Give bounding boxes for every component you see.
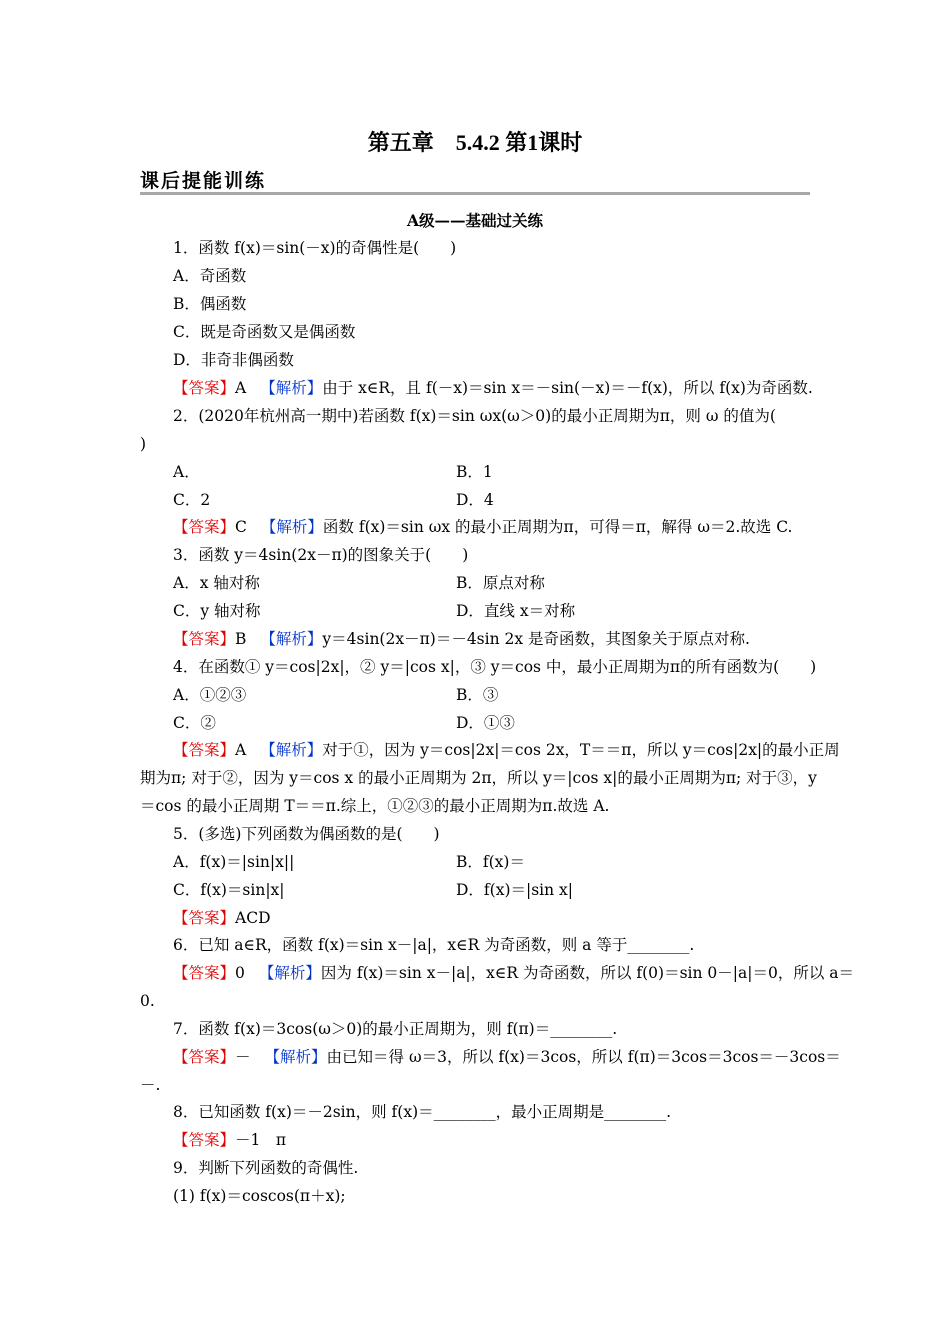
q7-answer: －: [235, 1048, 251, 1066]
q3-option-d: D．直线 x＝对称: [456, 602, 576, 620]
q9-sub1: (1) f(x)＝coscos(π＋x);: [173, 1187, 346, 1205]
q4-option-d: D．①③: [456, 714, 515, 732]
level-heading: A级——基础过关练: [406, 211, 544, 230]
q5-stem: 5．(多选)下列函数为偶函数的是( ): [173, 825, 440, 843]
q2-option-a: A．: [173, 463, 200, 481]
q2-answer: C: [235, 518, 247, 536]
q7-stem: 7．函数 f(x)＝3cos(ω＞0)的最小正周期为，则 f(π)＝________.: [173, 1020, 618, 1038]
q1-option-b: B．偶函数: [173, 295, 247, 313]
q8-stem: 8．已知函数 f(x)＝－2sin，则 f(x)＝________，最小正周期是________.: [173, 1103, 672, 1121]
q1-option-d: D．非奇非偶函数: [173, 351, 294, 369]
answer-tag: 【答案】: [173, 964, 236, 982]
q5-answer-line: [173, 907, 271, 929]
q7-analysis-line2: －.: [140, 1076, 161, 1094]
answer-tag: 【答案】: [173, 518, 236, 536]
q3-option-a: A．x 轴对称: [173, 574, 260, 592]
q3-analysis: y＝4sin(2x－π)＝－4sin 2x 是奇函数，其图象关于原点对称.: [322, 630, 750, 648]
answer-tag: 【答案】: [173, 909, 236, 927]
q2-analysis: 函数 f(x)＝sin ωx 的最小正周期为π，可得＝π，解得 ω＝2.故选 C.: [322, 518, 793, 536]
answer-tag: 【答案】: [173, 741, 236, 759]
q8-answer: －1 π: [235, 1131, 287, 1149]
q3-option-c: C．y 轴对称: [173, 602, 261, 620]
q6-answer-line: [173, 962, 854, 984]
q2-stem: 2．(2020年杭州高一期中)若函数 f(x)＝sin ωx(ω＞0)的最小正周期为π，则 ω 的值为(: [173, 407, 776, 425]
q6-stem: 6．已知 a∈R，函数 f(x)＝sin x－|a|，x∈R 为奇函数，则 a 等于________.: [173, 936, 695, 954]
answer-tag: 【答案】: [173, 630, 236, 648]
q4-option-c: C．②: [173, 714, 216, 732]
q1-analysis: 由于 x∈R，且 f(－x)＝sin x＝－sin(－x)＝－f(x)，所以 f(x)为奇函数.: [322, 379, 813, 397]
q5-answer: ACD: [235, 909, 271, 927]
q4-analysis-line1: 对于①，因为 y＝cos|2x|＝cos 2x，T＝＝π，所以 y＝cos|2x|的最小正周: [322, 741, 840, 759]
q4-answer: A: [235, 741, 247, 759]
q1-option-c: C．既是奇函数又是偶函数: [173, 323, 356, 341]
q6-analysis-line2: 0.: [140, 992, 155, 1010]
q2-stem-cont: ): [140, 435, 147, 453]
q3-stem: 3．函数 y＝4sin(2x－π)的图象关于( ): [173, 546, 469, 564]
analysis-tag: 【解析】: [260, 518, 323, 536]
analysis-tag: 【解析】: [258, 964, 321, 982]
q7-analysis-line1: 由已知＝得 ω＝3，所以 f(x)＝3cos，所以 f(π)＝3cos＝3cos＝－3cos＝: [326, 1048, 841, 1066]
q2-answer-line: [173, 516, 792, 538]
analysis-tag: 【解析】: [260, 379, 323, 397]
q1-stem: 1．函数 f(x)＝sin(－x)的奇偶性是( ): [173, 239, 457, 257]
q4-stem: 4．在函数① y＝cos|2x|，② y＝|cos x|，③ y＝cos 中，最小正周期为π的所有函数为( ): [173, 658, 817, 676]
q5-option-a: A．f(x)＝|sin|x||: [173, 853, 295, 871]
q9-stem: 9．判断下列函数的奇偶性.: [173, 1159, 359, 1177]
answer-tag: 【答案】: [173, 379, 236, 397]
page-title: 第五章 5.4.2 第1课时: [367, 130, 583, 155]
q5-option-d: D．f(x)＝|sin x|: [456, 881, 574, 899]
section-heading: 课后提能训练: [140, 170, 267, 192]
q2-option-c: C．2: [173, 491, 211, 509]
q5-option-c: C．f(x)＝sin|x|: [173, 881, 285, 899]
q1-answer: A: [235, 379, 247, 397]
analysis-tag: 【解析】: [260, 741, 323, 759]
answer-tag: 【答案】: [173, 1131, 236, 1149]
q4-option-b: B．③: [456, 686, 499, 704]
q4-option-a: A．①②③: [173, 686, 247, 704]
q6-analysis-line1: 因为 f(x)＝sin x－|a|，x∈R 为奇函数，所以 f(0)＝sin 0－|a|＝0，所以 a＝: [320, 964, 854, 982]
q3-answer: B: [235, 630, 247, 648]
q6-answer: 0: [235, 964, 245, 982]
section-divider: [140, 192, 810, 195]
q2-option-d: D．4: [456, 491, 494, 509]
q5-option-b: B．f(x)＝: [456, 853, 525, 871]
q2-option-b: B．1: [456, 463, 493, 481]
q7-answer-line: [173, 1046, 841, 1068]
q4-answer-line: [173, 739, 840, 761]
q4-analysis-line2: 期为π; 对于②，因为 y＝cos x 的最小正周期为 2π，所以 y＝|cos x|的最小正周期为π; 对于③，y: [140, 769, 817, 787]
analysis-tag: 【解析】: [260, 630, 323, 648]
q1-option-a: A．奇函数: [173, 267, 247, 285]
q8-answer-line: [173, 1129, 286, 1151]
q4-analysis-line3: ＝cos 的最小正周期 T＝＝π.综上，①②③的最小正周期为π.故选 A.: [140, 797, 610, 815]
q3-answer-line: [173, 628, 750, 650]
answer-tag: 【答案】: [173, 1048, 236, 1066]
analysis-tag: 【解析】: [264, 1048, 327, 1066]
q3-option-b: B．原点对称: [456, 574, 545, 592]
q1-answer-line: [173, 377, 813, 399]
